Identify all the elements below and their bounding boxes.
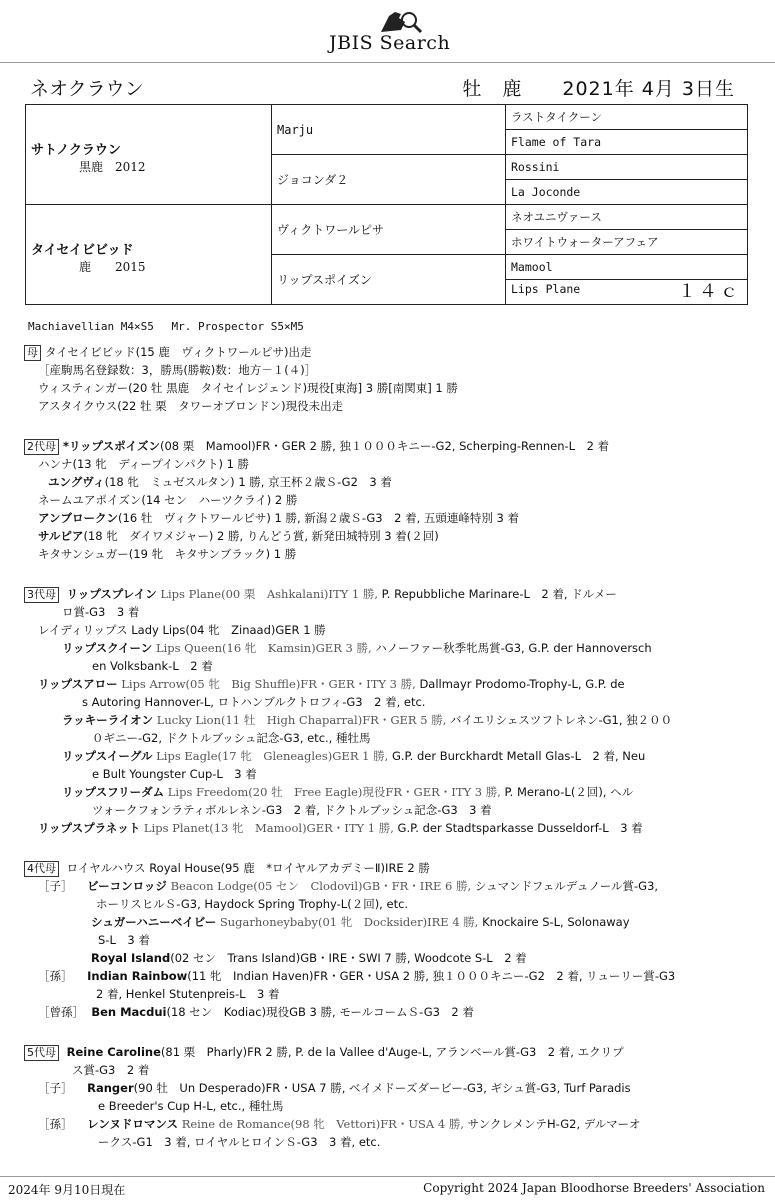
section-3rd-dam <box>24 585 759 837</box>
horse-link[interactable]: リップスプレイン <box>66 587 157 601</box>
horse-link[interactable]: Indian Rainbow <box>87 969 188 983</box>
record-line: ハンナ(13 牝 ディープインパクト) 1 勝 <box>38 457 250 471</box>
horse-link[interactable]: リップスアロー <box>38 677 118 691</box>
horse-link[interactable]: Ben Macdui <box>91 1005 167 1019</box>
sire-dam-name: ジョコンダ２ <box>277 173 349 187</box>
record-line: タイセイビビッド(15 鹿 ヴィクトワールピサ)出走 <box>45 345 312 359</box>
g3-cell <box>506 130 748 155</box>
horse-link[interactable]: ユングヴィ <box>48 475 105 489</box>
dam-name: タイセイビビッド <box>31 242 134 258</box>
record-line: ハノーファー秋季牝馬賞-G3, G.P. der Hannoversch <box>375 641 652 655</box>
g3-cell <box>506 180 748 205</box>
record-line: Beacon Lodge(05 セン Clodovil)GB・FR・IRE 6 勝, <box>170 879 472 893</box>
record-line: レイディリップス Lady Lips(04 牝 Zinaad)GER 1 勝 <box>38 623 326 637</box>
record-line: Knockaire S-L, Solonaway <box>482 915 630 929</box>
as-of-date: 2024年 9月10日現在 <box>8 1183 126 1197</box>
section-4th-dam <box>24 859 759 1021</box>
horse-link[interactable]: リップスイーグル <box>62 749 153 763</box>
sire-dam-cell <box>272 155 506 205</box>
record-line: (18 牝 ダイワメジャー) 2 勝, りんどう賞, 新発田城特別 3 着(２回) <box>83 529 439 543</box>
record-line: ウィスティンガー(20 牡 黒鹿 タイセイレジェンド)現役[東海] 3 勝[南関東] 1 勝 <box>38 381 458 395</box>
horse-name: ネオクラウン <box>30 78 144 100</box>
record-line: Lips Arrow(05 牝 Big Shuffle)FR・GER・ITY 3 勝, <box>121 677 416 691</box>
g3-cell <box>506 280 748 305</box>
dam-dam-name: リップスポイズン <box>277 273 372 287</box>
horse-logo-icon <box>371 8 431 34</box>
g3-name: Rossini <box>511 160 560 174</box>
dam-sire-cell <box>272 205 506 255</box>
record-line: (11 牝 Indian Haven)FR・GER・USA 2 勝, 独１０００キニー-G2 2 着, リューリー賞-G3 <box>187 969 676 983</box>
inbreeding-note: Machiavellian M4×S5 Mr. Prospector S5×M5 <box>28 320 304 333</box>
sire-color-year: 黒鹿 2012 <box>79 159 146 174</box>
record-line: ０ギニー-G2, ドクトルブッシュ記念-G3, etc., 種牡馬 <box>92 731 371 745</box>
sire-name: サトノクラウン <box>31 142 121 158</box>
record-line: Sugarhoneybaby(01 牝 Docksider)IRE 4 勝, <box>219 915 479 929</box>
horse-link[interactable]: アンブロークン <box>38 511 119 525</box>
family-record <box>24 343 759 1151</box>
sire-sire-cell <box>272 105 506 155</box>
record-line: Dallmayr Prodomo-Trophy-L, G.P. de <box>419 677 625 691</box>
record-line: (18 牝 ミュゼスルタン) 1 勝, 京王杯２歳Ｓ-G2 3 着 <box>104 475 392 489</box>
record-line: (16 牡 ヴィクトワールピサ) 1 勝, 新潟２歳Ｓ-G3 2 着, 五頭連峰特別 3 着 <box>118 511 520 525</box>
record-line: G.P. der Stadtsparkasse Dusseldorf-L 3 着 <box>397 821 643 835</box>
record-line: (90 牡 Un Desperado)FR・USA 7 勝, ベイメドーズダービー-G3, ギシュ賞-G3, Turf Paradis <box>133 1081 631 1095</box>
section-badge: 母 <box>24 345 41 361</box>
g3-cell <box>506 155 748 180</box>
copyright: Copyright 2024 Japan Bloodhorse Breeders' Association <box>423 1181 765 1195</box>
sire-sire-name: Marju <box>277 122 314 137</box>
generation-tag: ［孫］ <box>38 969 73 983</box>
record-line: (81 栗 Pharly)FR 2 勝, P. de la Vallee d'Auge-L, アランベール賞-G3 2 着, エクリプ <box>160 1045 624 1059</box>
record-line: ス賞-G3 2 着 <box>72 1063 150 1077</box>
horse-link[interactable]: Reine Caroline <box>66 1045 161 1059</box>
dam-sire-name: ヴィクトワールピサ <box>277 223 385 237</box>
g3-cell <box>506 255 748 280</box>
g3-name: La Joconde <box>511 185 581 199</box>
record-line: アスタイクウス(22 牡 栗 タワーオブロンドン)現役未出走 <box>38 399 344 413</box>
g3-name: Mamool <box>511 260 553 274</box>
horse-link[interactable]: Royal Island <box>91 951 171 965</box>
generation-tag: ［曾孫］ <box>38 1005 84 1019</box>
record-line: Lips Queen(16 牝 Kamsin)GER 3 勝, <box>155 641 372 655</box>
record-line: ロ賞-G3 3 着 <box>62 605 140 619</box>
g3-name: ホワイトウォーターアフェア <box>511 235 659 249</box>
record-line: Lips Plane(00 栗 Ashkalani)ITY 1 勝, <box>160 587 378 601</box>
record-line: S-L 3 着 <box>98 933 150 947</box>
record-line: Lips Eagle(17 牝 Gleneagles)GER 1 勝, <box>156 749 389 763</box>
record-line: (02 セン Trans Island)GB・IRE・SWI 7 勝, Woodcote S-L 2 着 <box>170 951 527 965</box>
section-badge: 4代母 <box>24 861 59 877</box>
record-line: ［産駒馬名登録数：3，勝馬(勝鞍)数：地方－１(４)］ <box>38 363 317 377</box>
record-line: (18 セン Kodiac)現役GB 3 勝, モールコームＳ-G3 2 着 <box>166 1005 474 1019</box>
record-line: ロイヤルハウス Royal House(95 鹿 *ロイヤルアカデミーⅡ)IRE 2 勝 <box>66 861 430 875</box>
horse-link[interactable]: シュガーハニーベイビー <box>91 915 217 929</box>
dam-dam-cell <box>272 255 506 305</box>
generation-tag: ［子］ <box>38 1081 73 1095</box>
record-line: G.P. der Burckhardt Metall Glas-L 2 着, Neu <box>391 749 646 763</box>
record-line: Reine de Romance(98 牝 Vettori)FR・USA 4 勝, <box>181 1117 464 1131</box>
horse-link[interactable]: リップスフリーダム <box>62 785 165 799</box>
horse-link[interactable]: Ranger <box>87 1081 134 1095</box>
section-2nd-dam <box>24 437 759 563</box>
record-line: Lips Freedom(20 牡 Free Eagle)現役FR・GER・ITY 3 勝, <box>167 785 501 799</box>
record-line: バイエリシェスツフトレネン-G1, 独２００ <box>450 713 673 727</box>
record-line: e Bult Youngster Cup-L 3 着 <box>92 767 257 781</box>
record-line: シュマンドフェルデュノール賞-G3, <box>474 879 659 893</box>
section-badge: 3代母 <box>24 587 59 603</box>
generation-tag: ［孫］ <box>38 1117 73 1131</box>
section-badge: 2代母 <box>24 439 59 455</box>
record-line: ークス-G1 3 着, ロイヤルヒロインＳ-G3 3 着, etc. <box>98 1135 381 1149</box>
dam-color-year: 鹿 2015 <box>79 259 146 274</box>
record-line: サンクレメンテH-G2, デルマーオ <box>467 1117 641 1131</box>
record-line: 2 着, Henkel Stutenpreis-L 3 着 <box>96 987 280 1001</box>
horse-link[interactable]: *リップスポイズン <box>63 439 160 453</box>
record-line: e Breeder's Cup H-L, etc., 種牡馬 <box>98 1099 284 1113</box>
record-line: P. Merano-L(２回), ヘル <box>504 785 634 799</box>
g3-cell <box>506 205 748 230</box>
g3-cell <box>506 230 748 255</box>
record-line: ネームユアポイズン(14 セン ハーツクライ) 2 勝 <box>38 493 298 507</box>
horse-link[interactable]: ラッキーライオン <box>62 713 154 727</box>
horse-link[interactable]: サルピア <box>38 529 84 543</box>
record-line: ツォークフォンラティボルレネン-G3 2 着, ドクトルブッシュ記念-G3 3 着 <box>92 803 492 817</box>
record-line: キタサンシュガー(19 牝 キタサンブラック) 1 勝 <box>38 547 297 561</box>
g3-cell <box>506 105 748 130</box>
record-line: (08 栗 Mamool)FR・GER 2 勝, 独１０００キニー-G2, Scherping-Rennen-L 2 着 <box>159 439 610 453</box>
family-number: １４ｃ <box>678 281 741 302</box>
horse-link[interactable]: リップスプラネット <box>38 821 141 835</box>
record-line: P. Repubbliche Marinare-L 2 着, ドルメー <box>381 587 617 601</box>
header-divider <box>0 62 775 63</box>
section-5th-dam <box>24 1043 759 1151</box>
record-line: ホーリスヒルＳ-G3, Haydock Spring Trophy-L(２回), etc. <box>96 897 409 911</box>
record-line: en Volksbank-L 2 着 <box>92 659 213 673</box>
record-line: Lips Planet(13 牝 Mamool)GER・ITY 1 勝, <box>143 821 394 835</box>
footer-divider <box>0 1176 775 1177</box>
record-line: Lucky Lion(11 牡 High Chaparral)FR・GER 5 勝, <box>156 713 447 727</box>
g3-name: ラストタイクーン <box>511 110 602 124</box>
section-badge: 5代母 <box>24 1045 59 1061</box>
horse-info: 牡 鹿 2021年 4月 3日生 <box>462 78 735 100</box>
logo-text: JBIS Search <box>329 32 451 54</box>
record-line: s Autoring Hannover-L, ロトハンブルクトロフィ-G3 2 着, etc. <box>82 695 426 709</box>
horse-link[interactable]: レンヌドロマンス <box>87 1117 179 1131</box>
pedigree-table <box>25 104 748 305</box>
g3-name: Lips Plane <box>511 282 581 296</box>
g3-name: ネオユニヴァース <box>511 210 602 224</box>
generation-tag: ［子］ <box>38 879 73 893</box>
sire-cell <box>26 105 272 205</box>
horse-link[interactable]: リップスクイーン <box>62 641 153 655</box>
horse-link[interactable]: ビーコンロッジ <box>87 879 167 893</box>
jbis-logo[interactable] <box>325 8 465 56</box>
section-dam <box>24 343 759 415</box>
g3-name: Flame of Tara <box>511 135 602 149</box>
dam-cell <box>26 205 272 305</box>
horse-title-row <box>30 74 735 104</box>
